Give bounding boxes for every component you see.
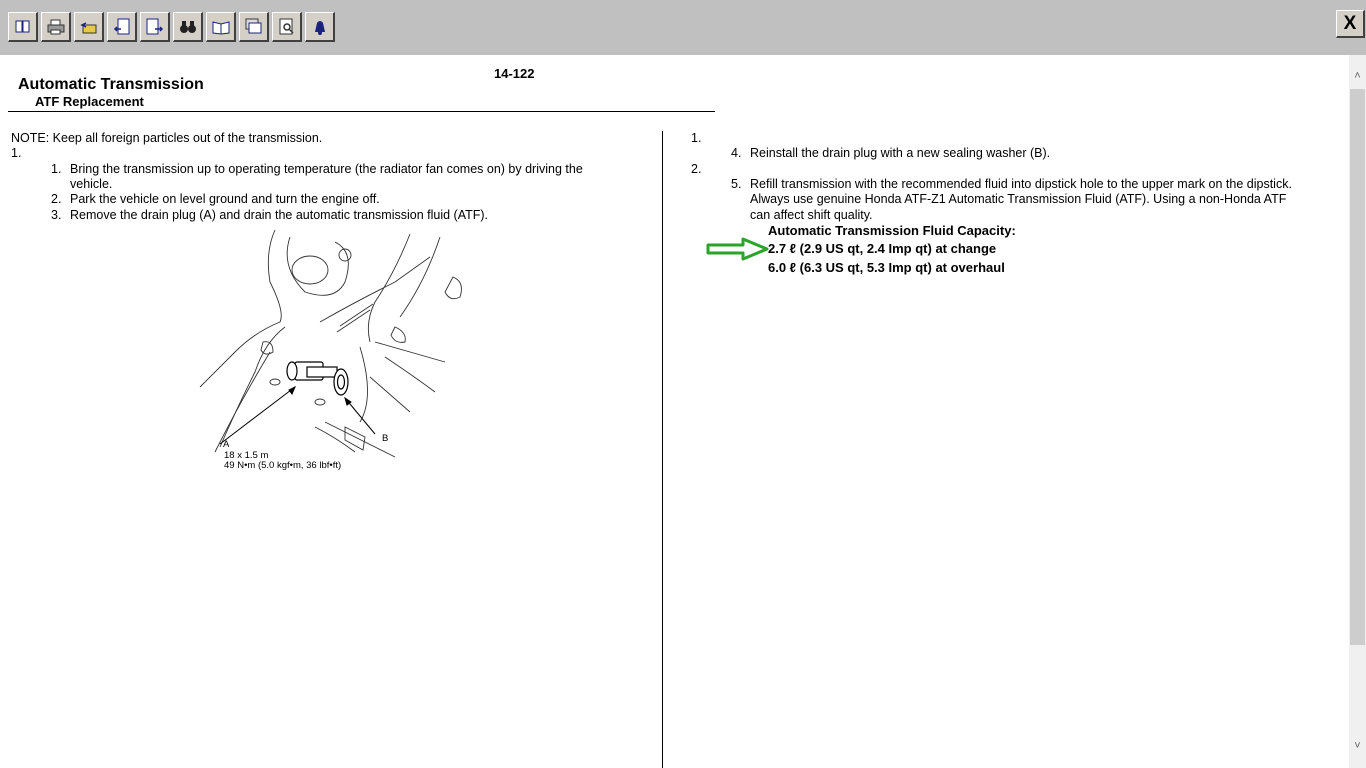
item-text: Remove the drain plug (A) and drain the automatic transmission fluid (ATF). xyxy=(70,208,489,222)
item-number: 1. xyxy=(51,162,62,176)
page-title: Automatic Transmission xyxy=(18,76,204,93)
scroll-down-icon[interactable]: ˅ xyxy=(1354,740,1361,752)
step-number: 1. xyxy=(11,146,22,160)
item-number: 5. xyxy=(731,177,742,191)
print-button[interactable] xyxy=(41,12,71,42)
item-text: Refill transmission with the recommended fluid into dipstick hole to the upper mark on the dipstick. xyxy=(750,177,1292,191)
capacity-overhaul: 6.0 ℓ (6.3 US qt, 5.3 Imp qt) at overhaul xyxy=(768,260,1005,275)
folder-back-icon xyxy=(79,17,99,37)
book-button[interactable] xyxy=(8,12,38,42)
scroll-up-icon[interactable]: ˄ xyxy=(1354,70,1361,82)
item-number: 2. xyxy=(51,192,62,206)
item-text: can affect shift quality. xyxy=(750,208,873,222)
previous-page-icon xyxy=(112,17,132,37)
item-text: Park the vehicle on level ground and turn the engine off. xyxy=(70,192,380,206)
scroll-thumb[interactable] xyxy=(1350,89,1365,645)
page-stack-icon xyxy=(244,17,264,37)
highlight-arrow-icon xyxy=(705,236,771,262)
item-text: Always use genuine Honda ATF-Z1 Automatic Transmission Fluid (ATF). Using a non-Honda ATF xyxy=(750,192,1287,206)
torque-spec: 49 N•m (5.0 kgf•m, 36 lbf•ft) xyxy=(224,460,342,471)
capacity-title: Automatic Transmission Fluid Capacity: xyxy=(768,223,1016,238)
item-number: 4. xyxy=(731,146,742,160)
toolbar xyxy=(0,0,1366,55)
printer-icon xyxy=(46,17,66,37)
close-button[interactable]: X xyxy=(1336,10,1365,38)
binoculars-icon xyxy=(178,17,198,37)
alert-button[interactable] xyxy=(305,12,335,42)
find-button[interactable] xyxy=(173,12,203,42)
next-page-icon xyxy=(145,17,165,37)
item-number: 3. xyxy=(51,208,62,222)
capacity-change: 2.7 ℓ (2.9 US qt, 2.4 Imp qt) at change xyxy=(768,241,997,256)
item-text: Reinstall the drain plug with a new sealing washer (B). xyxy=(750,146,1051,160)
item-text: vehicle. xyxy=(70,177,113,191)
book-icon xyxy=(13,17,33,37)
pages-button[interactable] xyxy=(239,12,269,42)
transmission-drawing xyxy=(195,222,480,477)
zoom-page-icon xyxy=(277,17,297,37)
page-number: 14-122 xyxy=(494,66,535,81)
callout-label-b: B xyxy=(382,433,389,444)
back-folder-button[interactable] xyxy=(74,12,104,42)
thread-spec: 18 x 1.5 m xyxy=(224,450,269,461)
bell-icon xyxy=(310,17,330,37)
zoom-button[interactable] xyxy=(272,12,302,42)
step-number: 1. xyxy=(691,131,702,145)
column-divider xyxy=(662,131,663,768)
step-number: 2. xyxy=(691,162,702,176)
next-page-button[interactable] xyxy=(140,12,170,42)
note-text: NOTE: Keep all foreign particles out of the transmission. xyxy=(11,131,323,145)
open-book-icon xyxy=(211,17,231,37)
manual-button[interactable] xyxy=(206,12,236,42)
previous-page-button[interactable] xyxy=(107,12,137,42)
title-divider xyxy=(8,111,715,112)
drain-plug-illustration xyxy=(195,222,480,477)
callout-label-a: A xyxy=(223,439,230,450)
item-text: Bring the transmission up to operating temperature (the radiator fan comes on) by driving the xyxy=(70,162,583,176)
vertical-scrollbar[interactable] xyxy=(1349,55,1366,768)
page-subtitle: ATF Replacement xyxy=(35,94,144,109)
